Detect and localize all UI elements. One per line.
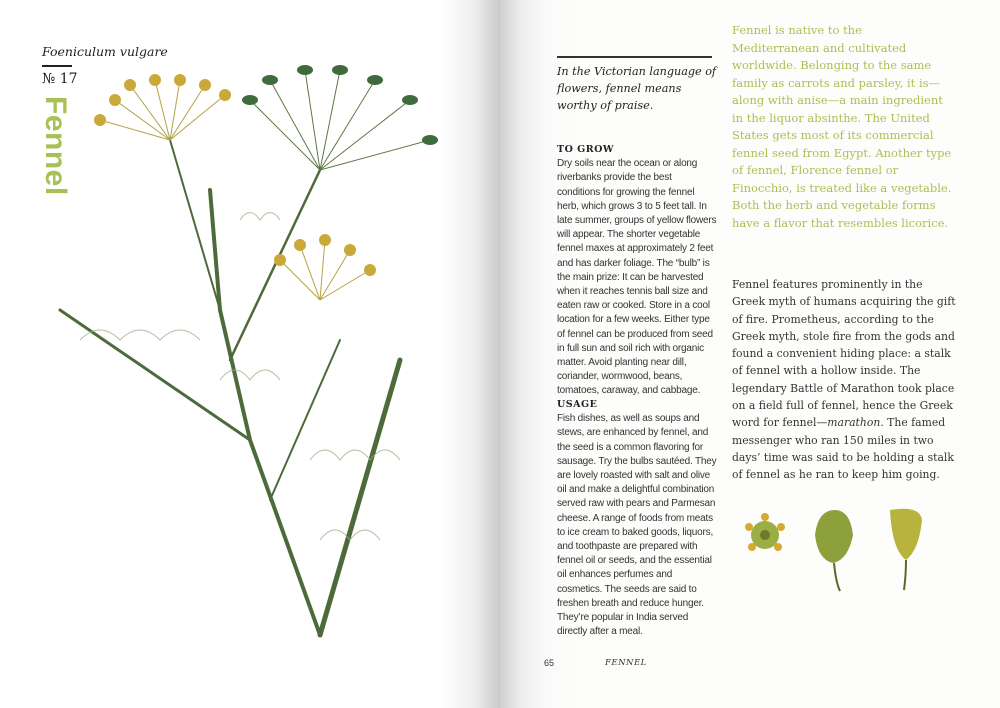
- to-grow-heading: TO GROW: [557, 144, 615, 155]
- fennel-illustration: [20, 40, 450, 660]
- myth-text-end: . The famed messenger who ran 150 miles in two days’ time was said to be holding a stalk of fennel as he ran to keep him going.: [732, 416, 954, 482]
- quote-rule: [557, 56, 712, 58]
- usage-section: [557, 398, 717, 639]
- running-head: FENNEL: [605, 658, 647, 668]
- page-number: 65: [544, 658, 555, 668]
- to-grow-section: [557, 143, 717, 399]
- right-page: [500, 0, 1000, 708]
- myth-text: Fennel features prominently in the Greek myth of humans acquiring the gift of fire. Prometheus, according to the Greek myth, stole fire from the gods and found a convenient hiding place: a stalk of fennel with a hollow inside. The legendary Battle of Marathon took place on a field full of fennel, hence the Greek word for fennel—: [732, 278, 956, 430]
- flower-icon: [745, 513, 785, 551]
- scientific-name: Foeniculum vulgare: [42, 44, 168, 59]
- to-grow-text: Dry soils near the ocean or along riverbanks provide the best conditions for growing the fennel herb, which grows 3 to 5 feet tall. In late summer, groups of yellow flowers will appear. The shorter vegetable fennel maxes at approximately 2 feet and has darker foliage. The “bulb” is the main prize: It can be harvested when it reaches tennis ball size and eaten raw or cooked. Store in a cool location for a few weeks. Either type of fennel can be produced from seed in full sun and soil rich with organic matter. Avoid planting near dill, coriander, wormwood, beans, tomatoes, caraway, and cabbage.: [557, 158, 717, 397]
- pull-quote: In the Victorian language of flowers, fennel means worthy of praise.: [557, 65, 717, 112]
- myth-italic: marathon: [827, 416, 881, 430]
- seed-illustrations: [740, 495, 940, 605]
- usage-text: Fish dishes, as well as soups and stews, are enhanced by fennel, and the seed is a common flavoring for sausage. Try the bulbs sautéed. They are lovely roasted with salt and olive oil and make a delightful combination served raw with pears and Parmesan cheese. A range of foods from meats to ice cream to baked goods, liquors, and toothpaste are prepared with fennel oil or seeds, and the essential oil enhances perfumes and cosmetics. The seeds are said to freshen breath and reduce hunger. They’re popular in India served directly after a meal.: [557, 413, 717, 638]
- title-text: Fennel: [39, 96, 72, 196]
- seed-section-icon: [890, 509, 922, 590]
- myth-paragraph: [732, 276, 957, 484]
- entry-number: № 17: [42, 71, 78, 87]
- seed-icon: [815, 510, 853, 591]
- usage-heading: USAGE: [557, 399, 598, 410]
- intro-paragraph: Fennel is native to the Mediterranean and cultivated worldwide. Belonging to the same family as carrots and parsley, it is—along with anise—a main ingredient in the liquor absinthe. The United States gets most of its commercial fennel seed from Egypt. Another type of fennel, Florence fennel or Finocchio, is treated like a vegetable. Both the herb and vegetable forms have a flavor that resembles licorice.: [732, 23, 952, 230]
